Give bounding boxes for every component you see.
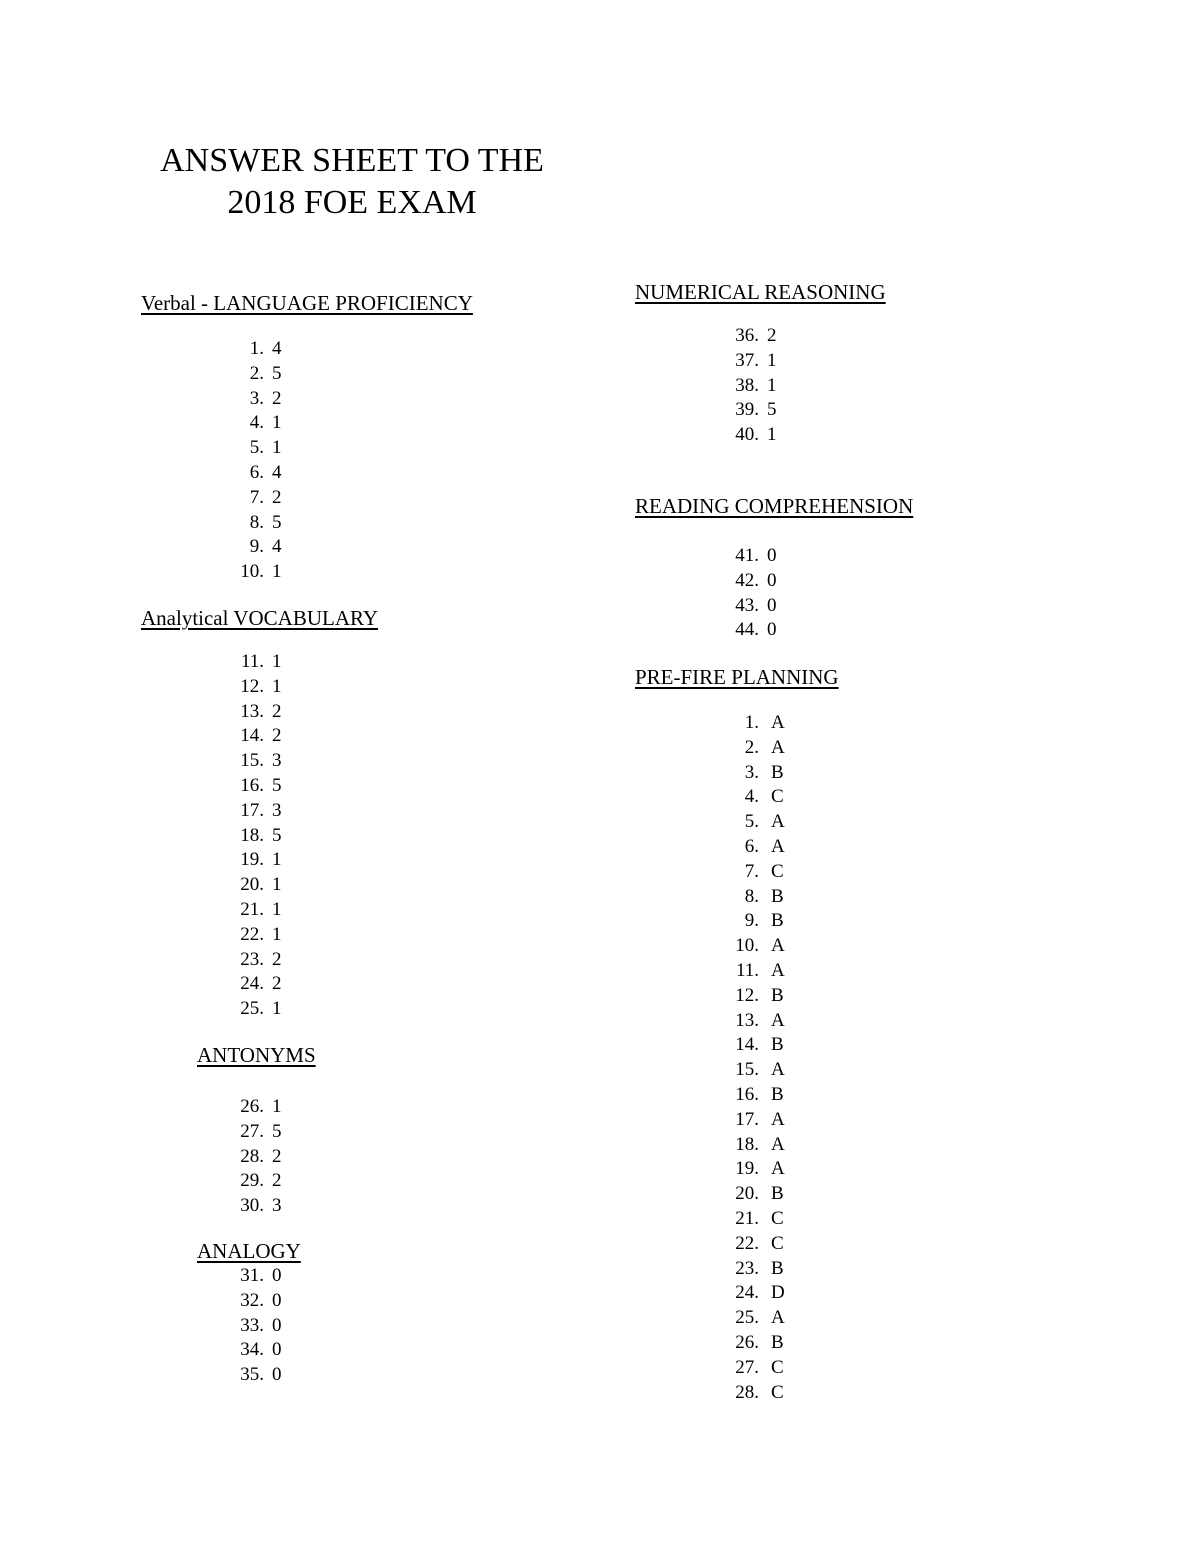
answer-value: 1	[272, 849, 282, 871]
question-number: 21.	[240, 898, 264, 920]
question-number: 8.	[744, 885, 759, 907]
section-heading-vocabulary: Analytical VOCABULARY	[141, 606, 379, 630]
answer-row	[725, 1058, 785, 1083]
question-number: 8.	[249, 511, 264, 533]
answer-row	[725, 736, 785, 761]
answer-row	[230, 486, 282, 511]
answer-value: A	[771, 959, 785, 981]
answer-row	[725, 618, 777, 643]
question-number: 38.	[735, 374, 759, 396]
section-heading-verbal: Verbal - LANGUAGE PROFICIENCY	[141, 291, 473, 315]
answer-value: 1	[767, 424, 777, 446]
answer-row	[230, 774, 282, 799]
question-number: 21.	[735, 1207, 759, 1229]
answer-value: 2	[272, 1170, 282, 1192]
question-number: 16.	[240, 774, 264, 796]
answer-list-vocabulary	[230, 650, 282, 1022]
answer-value: 0	[272, 1364, 282, 1386]
answer-row	[230, 724, 282, 749]
question-number: 25.	[735, 1307, 759, 1329]
answer-row	[725, 374, 777, 399]
answer-value: 4	[272, 338, 282, 359]
question-number: 42.	[735, 569, 759, 591]
answer-value: 4	[272, 461, 282, 483]
question-number: 6.	[744, 835, 759, 857]
answer-value: 1	[272, 675, 282, 697]
section-heading-numerical: NUMERICAL REASONING	[635, 280, 886, 304]
question-number: 36.	[735, 325, 759, 346]
answer-value: 5	[272, 1120, 282, 1142]
answer-value: 1	[767, 374, 777, 396]
answer-row	[230, 923, 282, 948]
answer-row	[725, 1331, 785, 1356]
question-number: 4.	[249, 412, 264, 434]
answer-row	[230, 1145, 282, 1170]
answer-row	[725, 1009, 785, 1034]
question-number: 26.	[735, 1331, 759, 1353]
answer-row	[725, 569, 777, 594]
question-number: 28.	[735, 1381, 759, 1403]
question-number: 6.	[249, 461, 264, 483]
answer-row	[725, 1182, 785, 1207]
answer-value: 2	[272, 948, 282, 970]
answer-list-analogy	[230, 1264, 282, 1388]
answer-value: A	[771, 1108, 785, 1130]
question-number: 7.	[744, 860, 759, 882]
answer-row	[725, 959, 785, 984]
answer-list-verbal	[230, 337, 282, 585]
answer-value: B	[771, 885, 784, 907]
question-number: 16.	[735, 1083, 759, 1105]
answer-row	[230, 972, 282, 997]
answer-value: 1	[272, 437, 282, 459]
answer-row	[230, 362, 282, 387]
answer-row	[230, 799, 282, 824]
question-number: 14.	[240, 725, 264, 747]
answer-list-prefire	[725, 711, 785, 1405]
answer-value: 0	[767, 545, 777, 566]
answer-value: 3	[272, 799, 282, 821]
answer-row	[230, 898, 282, 923]
answer-row	[725, 860, 785, 885]
answer-value: A	[771, 935, 785, 957]
answer-value: B	[771, 910, 784, 932]
question-number: 10.	[735, 935, 759, 957]
page-title	[152, 140, 552, 224]
question-number: 41.	[735, 545, 759, 566]
question-number: 27.	[240, 1120, 264, 1142]
answer-row	[725, 1083, 785, 1108]
answer-value: B	[771, 1331, 784, 1353]
question-number: 9.	[744, 910, 759, 932]
answer-row	[725, 810, 785, 835]
answer-value: B	[771, 1183, 784, 1205]
answer-value: 5	[767, 399, 777, 421]
answer-row	[725, 1356, 785, 1381]
question-number: 24.	[735, 1282, 759, 1304]
title-line-2: 2018 FOE EXAM	[227, 184, 477, 221]
question-number: 27.	[735, 1356, 759, 1378]
answer-row	[230, 436, 282, 461]
answer-row	[725, 1281, 785, 1306]
question-number: 20.	[735, 1183, 759, 1205]
answer-row	[230, 700, 282, 725]
answer-row	[230, 1194, 282, 1219]
answer-value: 2	[272, 486, 282, 508]
question-number: 18.	[735, 1133, 759, 1155]
answer-row	[725, 324, 777, 349]
answer-value: B	[771, 984, 784, 1006]
answer-row	[230, 337, 282, 362]
question-number: 11.	[240, 651, 264, 672]
answer-value: C	[771, 1356, 784, 1378]
answer-row	[725, 785, 785, 810]
question-number: 26.	[240, 1096, 264, 1117]
answer-row	[230, 411, 282, 436]
answer-value: 1	[272, 998, 282, 1020]
answer-row	[230, 1169, 282, 1194]
question-number: 29.	[240, 1170, 264, 1192]
answer-row	[725, 1232, 785, 1257]
question-number: 23.	[735, 1257, 759, 1279]
question-number: 7.	[249, 486, 264, 508]
answer-value: 2	[272, 700, 282, 722]
question-number: 22.	[735, 1232, 759, 1254]
question-number: 23.	[240, 948, 264, 970]
answer-value: A	[771, 1158, 785, 1180]
question-number: 33.	[240, 1314, 264, 1336]
answer-list-numerical	[725, 324, 777, 448]
question-number: 13.	[240, 700, 264, 722]
question-number: 24.	[240, 973, 264, 995]
question-number: 13.	[735, 1009, 759, 1031]
answer-value: B	[771, 1083, 784, 1105]
section-heading-antonyms: ANTONYMS	[197, 1043, 316, 1067]
answer-value: A	[771, 835, 785, 857]
answer-row	[725, 885, 785, 910]
answer-row	[725, 711, 785, 736]
answer-value: 1	[272, 561, 282, 583]
answer-value: A	[771, 712, 785, 733]
question-number: 17.	[240, 799, 264, 821]
answer-value: C	[771, 1381, 784, 1403]
question-number: 19.	[735, 1158, 759, 1180]
section-heading-prefire: PRE-FIRE PLANNING	[635, 665, 839, 689]
question-number: 3.	[249, 387, 264, 409]
question-number: 18.	[240, 824, 264, 846]
answer-value: 2	[272, 387, 282, 409]
section-heading-analogy: ANALOGY	[197, 1239, 301, 1263]
answer-value: 0	[272, 1339, 282, 1361]
answer-row	[725, 544, 777, 569]
answer-row	[230, 848, 282, 873]
question-number: 5.	[744, 811, 759, 833]
question-number: 30.	[240, 1195, 264, 1217]
answer-row	[230, 997, 282, 1022]
answer-row	[725, 1033, 785, 1058]
answer-row	[725, 1207, 785, 1232]
answer-value: 0	[272, 1289, 282, 1311]
answer-row	[725, 835, 785, 860]
answer-value: C	[771, 1232, 784, 1254]
answer-row	[725, 1108, 785, 1133]
answer-value: 1	[272, 651, 282, 672]
answer-row	[725, 1133, 785, 1158]
answer-value: C	[771, 786, 784, 808]
answer-row	[230, 511, 282, 536]
question-number: 4.	[744, 786, 759, 808]
answer-value: B	[771, 1257, 784, 1279]
answer-value: 4	[272, 536, 282, 558]
question-number: 1.	[744, 712, 759, 733]
answer-row	[725, 1157, 785, 1182]
answer-row	[725, 349, 777, 374]
answer-value: 5	[272, 824, 282, 846]
question-number: 12.	[240, 675, 264, 697]
answer-value: 1	[767, 349, 777, 371]
answer-row	[725, 1381, 785, 1406]
answer-value: B	[771, 1034, 784, 1056]
question-number: 31.	[240, 1265, 264, 1286]
question-number: 12.	[735, 984, 759, 1006]
answer-value: 2	[767, 325, 777, 346]
question-number: 20.	[240, 874, 264, 896]
question-number: 37.	[735, 349, 759, 371]
answer-value: 2	[272, 725, 282, 747]
answer-value: 0	[272, 1314, 282, 1336]
answer-row	[230, 1338, 282, 1363]
question-number: 14.	[735, 1034, 759, 1056]
answer-row	[725, 1306, 785, 1331]
answer-row	[725, 761, 785, 786]
answer-value: 0	[272, 1265, 282, 1286]
question-number: 40.	[735, 424, 759, 446]
answer-row	[725, 594, 777, 619]
answer-row	[725, 909, 785, 934]
answer-row	[725, 398, 777, 423]
answer-row	[230, 461, 282, 486]
answer-value: A	[771, 1307, 785, 1329]
answer-row	[725, 934, 785, 959]
answer-value: 3	[272, 750, 282, 772]
answer-value: 5	[272, 774, 282, 796]
answer-list-antonyms	[230, 1095, 282, 1219]
answer-row	[725, 1257, 785, 1282]
question-number: 22.	[240, 923, 264, 945]
question-number: 32.	[240, 1289, 264, 1311]
answer-row	[725, 423, 777, 448]
answer-row	[230, 1120, 282, 1145]
question-number: 19.	[240, 849, 264, 871]
answer-row	[230, 1264, 282, 1289]
answer-row	[725, 984, 785, 1009]
question-number: 11.	[735, 959, 759, 981]
answer-value: A	[771, 736, 785, 758]
answer-value: 2	[272, 973, 282, 995]
question-number: 44.	[735, 619, 759, 641]
answer-list-reading	[725, 544, 777, 643]
section-heading-reading: READING COMPREHENSION	[635, 494, 914, 518]
title-line-1: ANSWER SHEET TO THE	[160, 142, 544, 179]
answer-value: 2	[272, 1145, 282, 1167]
question-number: 10.	[240, 561, 264, 583]
answer-value: B	[771, 761, 784, 783]
question-number: 2.	[744, 736, 759, 758]
answer-value: 5	[272, 511, 282, 533]
answer-value: 1	[272, 874, 282, 896]
answer-row	[230, 675, 282, 700]
answer-value: D	[771, 1282, 785, 1304]
answer-row	[230, 1314, 282, 1339]
question-number: 17.	[735, 1108, 759, 1130]
answer-value: 1	[272, 412, 282, 434]
question-number: 25.	[240, 998, 264, 1020]
answer-row	[230, 873, 282, 898]
answer-value: C	[771, 860, 784, 882]
answer-row	[230, 948, 282, 973]
answer-value: A	[771, 811, 785, 833]
answer-value: C	[771, 1207, 784, 1229]
answer-value: 1	[272, 1096, 282, 1117]
question-number: 15.	[240, 750, 264, 772]
question-number: 15.	[735, 1059, 759, 1081]
question-number: 5.	[249, 437, 264, 459]
answer-value: A	[771, 1133, 785, 1155]
question-number: 43.	[735, 594, 759, 616]
answer-row	[230, 535, 282, 560]
answer-row	[230, 387, 282, 412]
question-number: 35.	[240, 1364, 264, 1386]
answer-value: 1	[272, 923, 282, 945]
question-number: 34.	[240, 1339, 264, 1361]
question-number: 9.	[249, 536, 264, 558]
answer-row	[230, 1363, 282, 1388]
question-number: 2.	[249, 362, 264, 384]
answer-row	[230, 1095, 282, 1120]
answer-row	[230, 650, 282, 675]
answer-value: 0	[767, 619, 777, 641]
question-number: 28.	[240, 1145, 264, 1167]
question-number: 39.	[735, 399, 759, 421]
answer-row	[230, 824, 282, 849]
question-number: 3.	[744, 761, 759, 783]
question-number: 1.	[249, 338, 264, 359]
answer-value: A	[771, 1009, 785, 1031]
answer-value: 3	[272, 1195, 282, 1217]
answer-row	[230, 749, 282, 774]
answer-value: 1	[272, 898, 282, 920]
answer-value: 5	[272, 362, 282, 384]
answer-value: 0	[767, 569, 777, 591]
answer-value: 0	[767, 594, 777, 616]
answer-row	[230, 560, 282, 585]
answer-row	[230, 1289, 282, 1314]
answer-value: A	[771, 1059, 785, 1081]
